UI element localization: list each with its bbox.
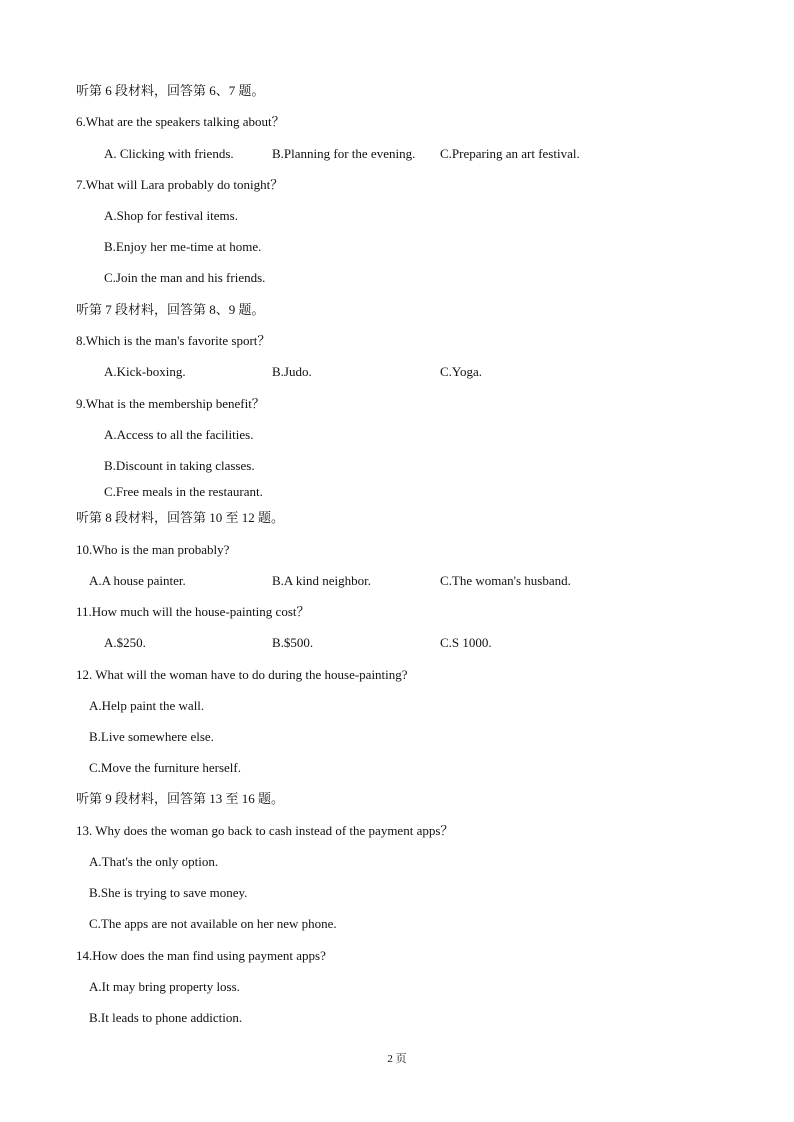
question-14: 14.How does the man find using payment apps?: [76, 948, 326, 963]
q8-option-a: A.Kick-boxing.: [104, 364, 186, 379]
section-9-heading: 听第 9 段材料，回答第 13 至 16 题。: [76, 791, 285, 806]
question-13: 13. Why does the woman go back to cash instead of the payment apps？: [76, 823, 454, 838]
q12-option-a: A.Help paint the wall.: [89, 698, 205, 713]
q10-option-a: A.A house painter.: [89, 573, 186, 588]
q7-option-b: B.Enjoy her me-time at home.: [104, 239, 262, 254]
question-10: 10.Who is the man probably?: [76, 542, 230, 557]
q11-option-a: A.$250.: [104, 635, 146, 650]
question-12: 12. What will the woman have to do during the house-painting?: [76, 667, 408, 682]
page-number: 2 页: [387, 1053, 407, 1065]
q13-option-a: A.That's the only option.: [89, 854, 219, 869]
q14-option-b: B.It leads to phone addiction.: [89, 1010, 243, 1025]
q9-option-a: A.Access to all the facilities.: [104, 427, 254, 442]
question-6: 6.What are the speakers talking about？: [76, 114, 285, 129]
section-8-heading: 听第 8 段材料，回答第 10 至 12 题。: [76, 510, 285, 525]
q7-option-a: A.Shop for festival items.: [104, 208, 238, 223]
q9-option-c: C.Free meals in the restaurant.: [104, 484, 263, 499]
q10-option-c: C.The woman's husband.: [440, 573, 571, 588]
q6-option-c: C.Preparing an art festival.: [440, 146, 580, 161]
q11-option-c: C.S 1000.: [440, 635, 492, 650]
q8-option-b: B.Judo.: [272, 364, 312, 379]
section-7-heading: 听第 7 段材料，回答第 8、9 题。: [76, 302, 265, 317]
q12-option-b: B.Live somewhere else.: [89, 729, 214, 744]
q10-option-b: B.A kind neighbor.: [272, 573, 371, 588]
q14-option-a: A.It may bring property loss.: [89, 979, 240, 994]
section-6-heading: 听第 6 段材料，回答第 6、7 题。: [76, 83, 265, 98]
q11-option-b: B.$500.: [272, 635, 314, 650]
q7-option-c: C.Join the man and his friends.: [104, 270, 266, 285]
question-8: 8.Which is the man's favorite sport？: [76, 333, 271, 348]
q6-option-b: B.Planning for the evening.: [272, 146, 416, 161]
question-11: 11.How much will the house-painting cost？: [76, 604, 310, 619]
q13-option-b: B.She is trying to save money.: [89, 885, 248, 900]
question-9: 9.What is the membership benefit？: [76, 396, 265, 411]
question-7: 7.What will Lara probably do tonight？: [76, 177, 284, 192]
q8-option-c: C.Yoga.: [440, 364, 483, 379]
q9-option-b: B.Discount in taking classes.: [104, 458, 255, 473]
q13-option-c: C.The apps are not available on her new phone.: [89, 916, 337, 931]
q12-option-c: C.Move the furniture herself.: [89, 760, 241, 775]
q6-option-a: A. Clicking with friends.: [104, 146, 234, 161]
